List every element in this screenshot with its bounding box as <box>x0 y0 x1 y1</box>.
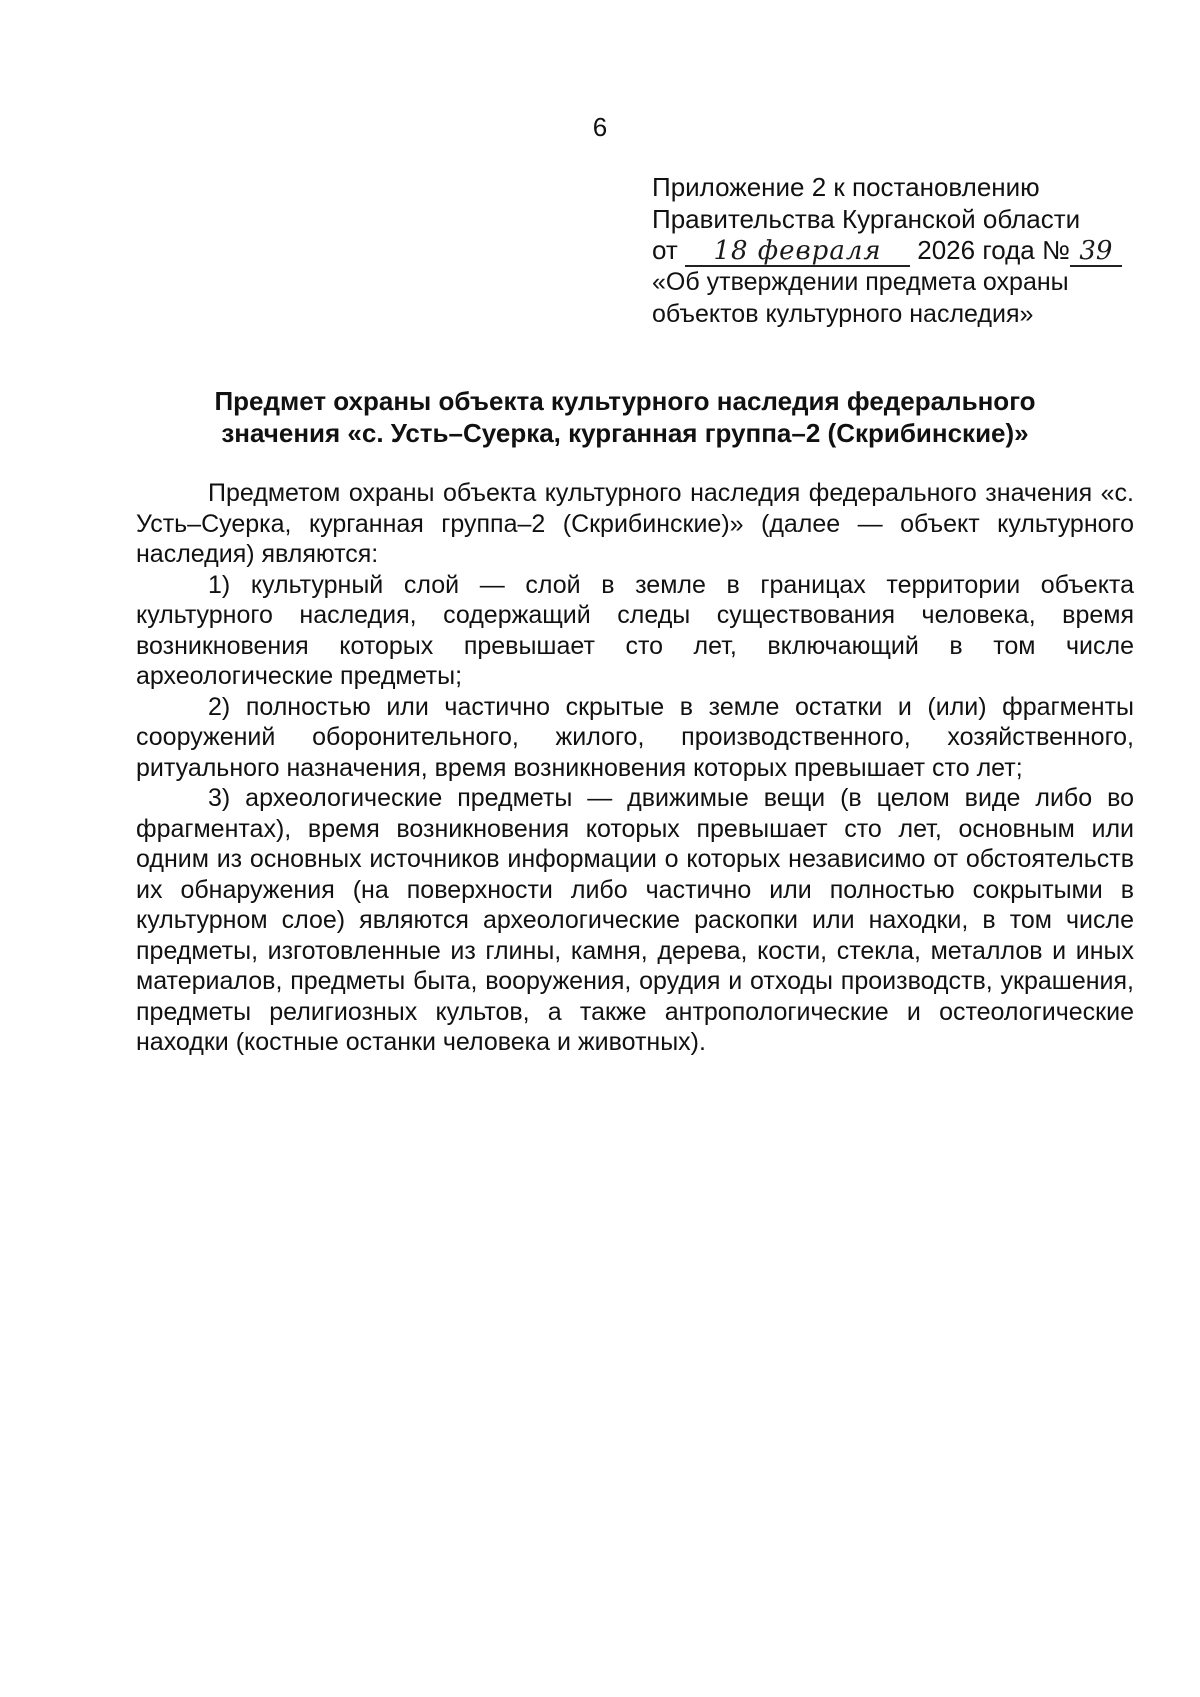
intro-paragraph: Предметом охраны объекта культурного наследия федерального значения «с. Усть–Суерка, курганная группа–2 (Скрибинские)» (далее — объект культурного наследия) являются: <box>136 479 1134 568</box>
handwritten-date: 18 февраля <box>685 237 910 267</box>
date-prefix: от <box>652 235 678 265</box>
title-line-1: Предмет охраны объекта культурного наследия федерального <box>214 386 1036 416</box>
appendix-header <box>652 172 1122 330</box>
year-text: 2026 года № <box>917 235 1070 265</box>
appendix-quote-line-1: «Об утверждении предмета охраны <box>652 268 1069 296</box>
document-body <box>136 478 1134 1058</box>
page-number: 6 <box>592 112 608 142</box>
list-item-2: 2) полностью или частично скрытые в земле остатки и (или) фрагменты сооружений оборонительного, жилого, производственного, хозяйственного, ритуального назначения, время возникновения которых превышает сто лет; <box>136 692 1134 782</box>
appendix-date-line <box>652 235 1122 267</box>
handwritten-number: 39 <box>1070 237 1122 267</box>
title-line-2: значения «с. Усть–Суерка, курганная группа–2 (Скрибинские)» <box>221 418 1029 448</box>
appendix-line-2: Правительства Курганской области <box>652 203 1081 234</box>
list-item-1: 1) культурный слой — слой в земле в границах территории объекта культурного наследия, содержащий следы существования человека, время возникновения которых превышает сто лет, включающий в том числе археологические предметы; <box>136 570 1134 690</box>
appendix-quote-line-2: объектов культурного наследия» <box>652 299 1034 328</box>
document-title <box>130 385 1120 449</box>
appendix-line-1: Приложение 2 к постановлению <box>652 172 1040 202</box>
list-item-3: 3) археологические предметы — движимые вещи (в целом виде либо во фрагментах), время возникновения которых превышает сто лет, основным или одним из основных источников информации о которых независимо от обстоятельств их обнаружения (на поверхности либо частично или полностью сокрытыми в культурном слое) являются археологические раскопки или находки, в том числе предметы, изготовленные из глины, камня, дерева, кости, стекла, металлов и иных материалов, предметы быта, вооружения, орудия и отходы производств, украшения, предметы религиозных культов, а также антропологические и остеологические находки (костные останки человека и животных). <box>136 784 1134 1056</box>
